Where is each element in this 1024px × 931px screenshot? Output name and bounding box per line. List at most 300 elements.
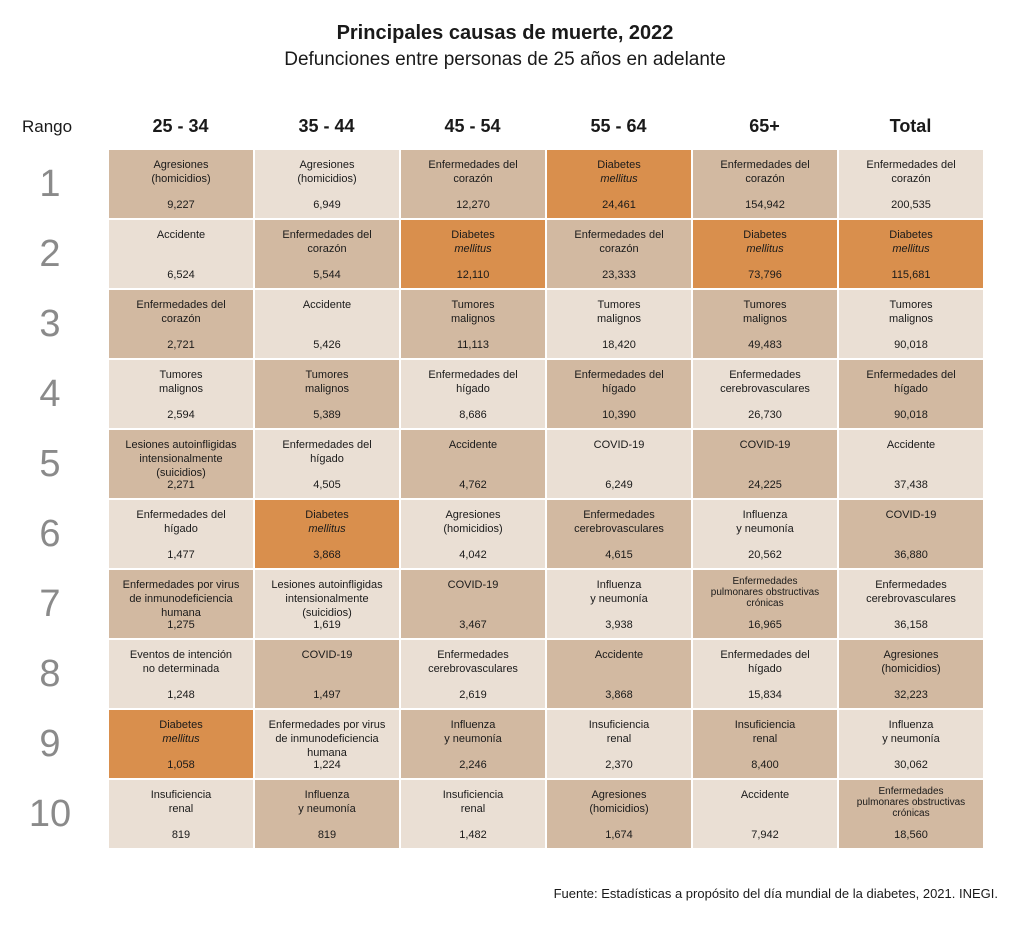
cause-line: Tumores [305, 369, 349, 381]
table-cell [692, 499, 838, 569]
cause-line: Enfermedades del [282, 229, 372, 241]
cause-name [257, 298, 397, 312]
death-count: 36,158 [894, 619, 928, 631]
rank-number: 3 [39, 303, 61, 345]
cause-line: mellitus [746, 243, 784, 255]
cause-name [257, 508, 397, 536]
cause-line: Lesiones autoinfligidas [125, 439, 237, 451]
rank-number: 10 [28, 793, 72, 835]
cause-line: Enfermedades [729, 369, 801, 381]
death-count: 3,938 [605, 619, 633, 631]
cause-line: hígado [456, 383, 490, 395]
cause-line: corazón [453, 173, 493, 185]
cause-line: Diabetes [451, 229, 495, 241]
cause-name [111, 438, 251, 480]
cause-name [549, 368, 689, 396]
cause-name [257, 718, 397, 760]
table-cell [400, 219, 546, 289]
table-cell [400, 149, 546, 219]
cause-line: hígado [602, 383, 636, 395]
table-cell [838, 779, 984, 849]
cause-name [549, 298, 689, 326]
cause-name [257, 228, 397, 256]
cause-name [403, 298, 543, 326]
cause-line: Enfermedades del [866, 369, 956, 381]
table-cell [400, 639, 546, 709]
cause-line: Enfermedades [878, 786, 944, 797]
cause-line: Influenza [450, 719, 496, 731]
cause-line: crónicas [892, 808, 930, 819]
cause-name [111, 578, 251, 620]
cause-line: malignos [304, 383, 350, 395]
death-count: 5,426 [313, 339, 341, 351]
table-cell [400, 499, 546, 569]
cause-line: Insuficiencia [150, 789, 212, 801]
rank-number: 1 [39, 163, 61, 205]
cause-name [549, 508, 689, 536]
cause-name [403, 578, 543, 592]
cause-line: mellitus [162, 733, 200, 745]
cause-line: mellitus [454, 243, 492, 255]
table-cell [254, 359, 400, 429]
table-cell [546, 429, 692, 499]
table-cell [108, 289, 254, 359]
source-note: Fuente: Estadísticas a propósito del día mundial de la diabetes, 2021. INEGI. [553, 886, 998, 901]
cause-name [257, 788, 397, 816]
cause-line: crónicas [746, 598, 784, 609]
table-cell [400, 359, 546, 429]
table-cell [546, 359, 692, 429]
table-cell [400, 709, 546, 779]
cause-name [403, 788, 543, 816]
cause-line: malignos [742, 313, 788, 325]
cause-line: Insuficiencia [734, 719, 796, 731]
cause-line: Enfermedades del [282, 439, 372, 451]
table-cell [692, 569, 838, 639]
cause-line: Enfermedades del [428, 369, 518, 381]
cause-line: COVID-19 [593, 439, 645, 451]
cause-line: malignos [888, 313, 934, 325]
cause-line: Accidente [594, 649, 644, 661]
cause-line: y neumonía [590, 593, 648, 605]
cause-name [695, 788, 835, 802]
death-count: 819 [171, 829, 191, 841]
cause-name [111, 648, 251, 676]
death-count: 1,482 [459, 829, 487, 841]
table-cell [692, 359, 838, 429]
cause-line: Enfermedades del [574, 369, 664, 381]
death-count: 24,461 [602, 199, 636, 211]
cause-name [549, 228, 689, 256]
death-count: 36,880 [894, 549, 928, 561]
column-header: 35 - 44 [298, 116, 355, 136]
table-cell [254, 219, 400, 289]
cause-name [841, 508, 981, 522]
cause-line: Eventos de intención [129, 649, 233, 661]
cause-line: Enfermedades del [136, 509, 226, 521]
table-cell [400, 569, 546, 639]
death-count: 12,270 [456, 199, 490, 211]
cause-line: Influenza [742, 509, 788, 521]
cause-name [841, 578, 981, 606]
column-header: 55 - 64 [590, 116, 647, 136]
table-cell [108, 639, 254, 709]
cause-line: Influenza [596, 579, 642, 591]
cause-name [549, 718, 689, 746]
cause-line: Enfermedades por virus [268, 719, 386, 731]
table-cell [108, 149, 254, 219]
cause-line: malignos [596, 313, 642, 325]
cause-line: Tumores [159, 369, 203, 381]
cause-line: Accidente [448, 439, 498, 451]
cause-line: Influenza [304, 789, 350, 801]
cause-line: (homicidios) [881, 663, 941, 675]
cause-name [549, 788, 689, 816]
cause-line: Enfermedades por virus [122, 579, 240, 591]
cause-name [403, 438, 543, 452]
cause-name [841, 158, 981, 186]
cause-name [257, 578, 397, 620]
cause-line: Lesiones autoinfligidas [271, 579, 383, 591]
cause-line: cerebrovasculares [574, 523, 664, 535]
cause-line: hígado [310, 453, 344, 465]
cause-name [111, 298, 251, 326]
cause-name [841, 228, 981, 256]
table-cell [400, 289, 546, 359]
column-header: Total [889, 116, 932, 136]
cause-line: Agresiones [299, 159, 355, 171]
cause-name [111, 788, 251, 816]
death-count: 200,535 [891, 199, 931, 211]
cause-line: (homicidios) [443, 523, 503, 535]
death-count: 1,674 [605, 829, 633, 841]
death-count: 37,438 [894, 479, 928, 491]
cause-line: Diabetes [597, 159, 641, 171]
death-count: 6,949 [313, 199, 341, 211]
cause-line: corazón [599, 243, 639, 255]
cause-line: Accidente [740, 789, 790, 801]
death-count: 2,619 [459, 689, 487, 701]
cause-line: Enfermedades del [136, 299, 226, 311]
table-cell [254, 289, 400, 359]
table-cell [108, 779, 254, 849]
cause-line: mellitus [892, 243, 930, 255]
death-count: 6,249 [605, 479, 633, 491]
death-count: 8,400 [751, 759, 779, 771]
death-count: 16,965 [748, 619, 782, 631]
cause-line: renal [752, 733, 778, 745]
cause-name [257, 648, 397, 662]
death-count: 819 [317, 829, 337, 841]
table-cell [108, 429, 254, 499]
death-count: 115,681 [891, 269, 931, 281]
cause-line: Diabetes [889, 229, 933, 241]
death-count: 30,062 [894, 759, 928, 771]
cause-line: humana [307, 747, 347, 759]
table-cell [692, 779, 838, 849]
cause-line: intensionalmente [139, 453, 223, 465]
death-count: 2,370 [605, 759, 633, 771]
death-count: 2,246 [459, 759, 487, 771]
cause-line: COVID-19 [739, 439, 791, 451]
death-count: 154,942 [745, 199, 785, 211]
table-cell [546, 779, 692, 849]
cause-name [695, 508, 835, 536]
cause-line: pulmonares obstructivas [856, 797, 966, 808]
cause-line: de inmunodeficiencia [275, 733, 379, 745]
cause-name [841, 368, 981, 396]
cause-name [257, 438, 397, 466]
table-cell [108, 709, 254, 779]
column-header: 25 - 34 [152, 116, 209, 136]
death-count: 3,467 [459, 619, 487, 631]
death-count: 90,018 [894, 339, 928, 351]
table-cell [400, 429, 546, 499]
cause-line: no determinada [142, 663, 220, 675]
column-header: 65+ [749, 116, 780, 136]
cause-line: hígado [748, 663, 782, 675]
death-count: 12,110 [456, 269, 490, 281]
death-count: 1,477 [167, 549, 195, 561]
table-cell [838, 569, 984, 639]
cause-line: (suicidios) [302, 607, 352, 619]
cause-line: Enfermedades del [720, 649, 810, 661]
table-cell [692, 219, 838, 289]
cause-line: cerebrovasculares [428, 663, 518, 675]
cause-name [841, 298, 981, 326]
death-count: 6,524 [167, 269, 195, 281]
cause-line: hígado [164, 523, 198, 535]
cause-name [841, 438, 981, 452]
death-count: 24,225 [748, 479, 782, 491]
cause-line: Enfermedades del [574, 229, 664, 241]
cause-line: (homicidios) [151, 173, 211, 185]
table-cell [546, 569, 692, 639]
death-count: 32,223 [894, 689, 928, 701]
cause-line: COVID-19 [885, 509, 937, 521]
death-count: 2,271 [167, 479, 195, 491]
cause-line: Agresiones [153, 159, 209, 171]
cause-name [695, 718, 835, 746]
death-count: 1,619 [313, 619, 341, 631]
death-count: 2,721 [167, 339, 195, 351]
cause-name [111, 228, 251, 242]
cause-name [111, 718, 251, 746]
table-cell [400, 779, 546, 849]
cause-line: (homicidios) [297, 173, 357, 185]
column-header: 45 - 54 [444, 116, 501, 136]
cause-name [695, 158, 835, 186]
cause-line: de inmunodeficiencia [129, 593, 233, 605]
death-count: 8,686 [459, 409, 487, 421]
cause-line: Enfermedades [732, 576, 798, 587]
cause-line: Agresiones [445, 509, 501, 521]
death-count: 90,018 [894, 409, 928, 421]
cause-name [257, 158, 397, 186]
cause-line: Diabetes [743, 229, 787, 241]
cause-name [549, 648, 689, 662]
death-count: 1,275 [167, 619, 195, 631]
cause-line: Accidente [156, 229, 206, 241]
cause-line: Agresiones [883, 649, 939, 661]
cause-line: (homicidios) [589, 803, 649, 815]
cause-line: corazón [161, 313, 201, 325]
cause-line: Insuficiencia [442, 789, 504, 801]
death-count: 7,942 [751, 829, 779, 841]
cause-name [403, 718, 543, 746]
table-cell [546, 639, 692, 709]
cause-name [841, 648, 981, 676]
cause-line: Diabetes [305, 509, 349, 521]
death-count: 11,113 [456, 339, 489, 351]
death-count: 3,868 [313, 549, 341, 561]
rank-number: 5 [39, 443, 61, 485]
table-cell [692, 289, 838, 359]
cause-name [549, 578, 689, 606]
table-cell [692, 639, 838, 709]
table-cell [546, 499, 692, 569]
cause-line: cerebrovasculares [866, 593, 956, 605]
cause-line: Enfermedades [583, 509, 655, 521]
cause-name [403, 228, 543, 256]
cause-line: hígado [894, 383, 928, 395]
table-cell [546, 149, 692, 219]
table-cell [254, 779, 400, 849]
cause-line: corazón [745, 173, 785, 185]
cause-line: Diabetes [159, 719, 203, 731]
rank-number: 2 [39, 233, 61, 275]
table-cell [838, 219, 984, 289]
death-count: 4,505 [313, 479, 341, 491]
death-count: 1,058 [167, 759, 195, 771]
cause-line: corazón [307, 243, 347, 255]
cause-line: Accidente [302, 299, 352, 311]
table-cell [108, 359, 254, 429]
death-count: 15,834 [748, 689, 782, 701]
cause-line: y neumonía [444, 733, 502, 745]
death-count: 26,730 [748, 409, 782, 421]
death-count: 4,615 [605, 549, 633, 561]
rank-number: 4 [39, 373, 61, 415]
table-cell [254, 429, 400, 499]
cause-line: Agresiones [591, 789, 647, 801]
cause-line: malignos [450, 313, 496, 325]
rank-header: Rango [22, 117, 73, 136]
cause-line: Enfermedades del [428, 159, 518, 171]
table-cell [108, 219, 254, 289]
table-cell [692, 709, 838, 779]
cause-line: humana [161, 607, 201, 619]
cause-line: Enfermedades [437, 649, 509, 661]
death-count: 4,762 [459, 479, 487, 491]
table-cell [546, 289, 692, 359]
rank-number: 9 [39, 723, 61, 765]
cause-name [549, 438, 689, 452]
table-cell [838, 149, 984, 219]
death-count: 4,042 [459, 549, 487, 561]
cause-line: cerebrovasculares [720, 383, 810, 395]
death-count: 73,796 [748, 269, 782, 281]
cause-line: COVID-19 [301, 649, 353, 661]
table-cell [108, 499, 254, 569]
rank-number: 8 [39, 653, 61, 695]
death-count: 5,389 [313, 409, 341, 421]
death-count: 20,562 [748, 549, 782, 561]
death-count: 23,333 [602, 269, 636, 281]
cause-name [695, 648, 835, 676]
cause-name [403, 648, 543, 676]
death-count: 10,390 [602, 409, 636, 421]
cause-name [257, 368, 397, 396]
death-count: 1,248 [167, 689, 195, 701]
cause-line: y neumonía [882, 733, 940, 745]
death-count: 18,420 [602, 339, 636, 351]
table-cell [838, 709, 984, 779]
table-cell [838, 499, 984, 569]
death-count: 3,868 [605, 689, 633, 701]
cause-line: mellitus [600, 173, 638, 185]
cause-line: Tumores [743, 299, 787, 311]
table-cell [254, 639, 400, 709]
cause-line: Tumores [451, 299, 495, 311]
cause-name [841, 786, 981, 819]
cause-line: Influenza [888, 719, 934, 731]
cause-line: Enfermedades del [720, 159, 810, 171]
table-cell [254, 499, 400, 569]
cause-line: renal [168, 803, 194, 815]
death-count: 1,497 [313, 689, 341, 701]
table-cell [254, 149, 400, 219]
death-count: 5,544 [313, 269, 341, 281]
table-cell [838, 429, 984, 499]
cause-name [695, 438, 835, 452]
cause-name [403, 368, 543, 396]
table-cell [838, 639, 984, 709]
cause-line: Enfermedades [875, 579, 947, 591]
table-cell [108, 569, 254, 639]
table-cell [546, 219, 692, 289]
death-count: 18,560 [894, 829, 928, 841]
cause-line: mellitus [308, 523, 346, 535]
cause-line: Tumores [597, 299, 641, 311]
cause-line: renal [460, 803, 486, 815]
death-count: 49,483 [748, 339, 782, 351]
cause-name [111, 508, 251, 536]
cause-line: Enfermedades del [866, 159, 956, 171]
cause-line: y neumonía [736, 523, 794, 535]
cause-name [111, 158, 251, 186]
rank-number: 6 [39, 513, 61, 555]
cause-name [403, 158, 543, 186]
table-cell [254, 569, 400, 639]
death-count: 1,224 [313, 759, 341, 771]
chart-subtitle: Defunciones entre personas de 25 años en adelante [284, 49, 726, 70]
cause-line: Accidente [886, 439, 936, 451]
cause-name [841, 718, 981, 746]
chart-title: Principales causas de muerte, 2022 [336, 22, 674, 44]
cause-line: Insuficiencia [588, 719, 650, 731]
death-count: 2,594 [167, 409, 195, 421]
cause-line: renal [606, 733, 632, 745]
table-cell [692, 149, 838, 219]
table-cell [254, 709, 400, 779]
cause-name [695, 298, 835, 326]
cause-line: (suicidios) [156, 467, 206, 479]
cause-line: y neumonía [298, 803, 356, 815]
cause-line: intensionalmente [285, 593, 369, 605]
cause-line: Tumores [889, 299, 933, 311]
cause-line: pulmonares obstructivas [710, 587, 820, 598]
